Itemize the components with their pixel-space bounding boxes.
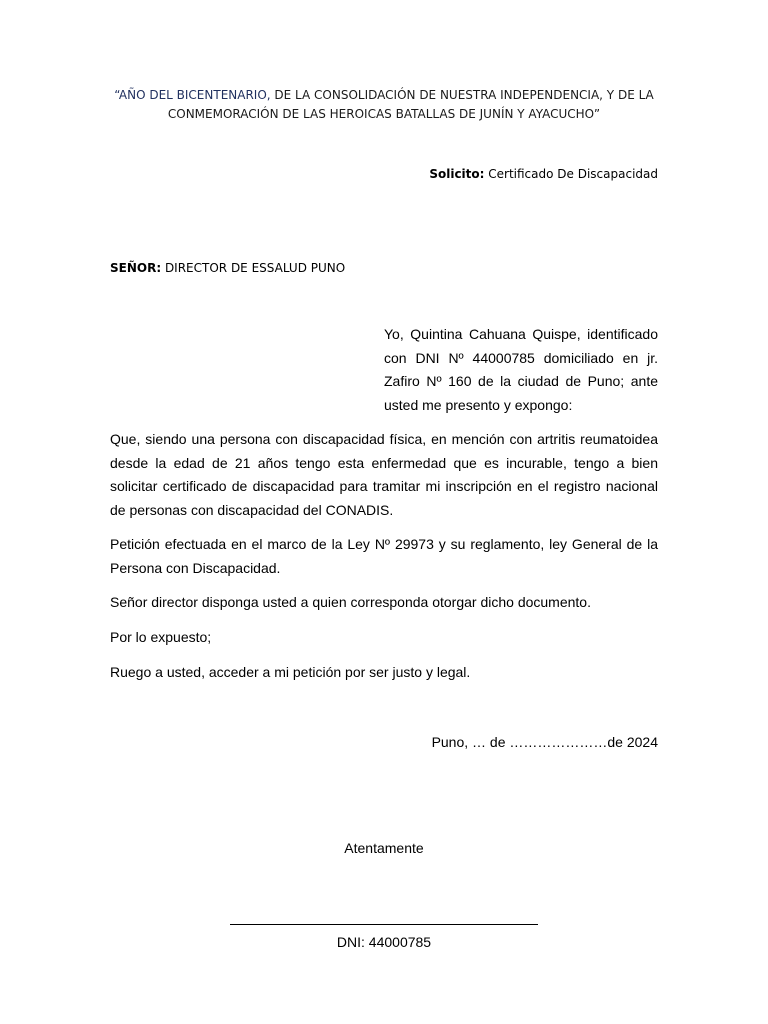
heading-accent-text: AÑO DEL BICENTENARIO,	[118, 88, 271, 102]
subject-line	[429, 166, 658, 182]
year-motto-heading	[110, 86, 658, 124]
subject-value: Certificado De Discapacidad	[484, 167, 658, 181]
body-paragraph-4: Por lo expuesto;	[110, 629, 212, 645]
signature-dni: DNI: 44000785	[336, 934, 432, 950]
heading-rest-text: DE LA CONSOLIDACIÓN DE NUESTRA INDEPENDENCIA, Y DE LA CONMEMORACIÓN DE LAS HEROICAS BATALLAS DE JUNÍN Y AYACUCHO”	[167, 88, 654, 121]
heading-quote-open: “	[114, 88, 119, 102]
body-paragraph-5: Ruego a usted, acceder a mi petición por ser justo y legal.	[110, 664, 471, 680]
addressee-value: DIRECTOR DE ESSALUD PUNO	[161, 261, 346, 275]
intro-paragraph: Yo, Quintina Cahuana Quispe, identificado con DNI Nº 44000785 domiciliado en jr. Zafiro Nº 160 de la ciudad de Puno; ante usted me presento y expongo:	[384, 326, 658, 413]
addressee-line	[110, 260, 345, 276]
addressee-label: SEÑOR:	[110, 261, 162, 275]
body-paragraph-1: Que, siendo una persona con discapacidad física, en mención con artritis reumatoidea desde la edad de 21 años tengo esta enfermedad que es incurable, tengo a bien solicitar certificado de discapacidad para tramitar mi inscripción en el registro nacional de personas con discapacidad del CONADIS.	[110, 431, 658, 518]
subject-label: Solicito:	[429, 167, 485, 181]
closing-salutation: Atentamente	[344, 840, 424, 856]
date-line: Puno, … de …………………de 2024	[431, 734, 658, 750]
signature-line	[230, 924, 538, 925]
body-paragraph-2: Petición efectuada en el marco de la Ley Nº 29973 y su reglamento, ley General de la Persona con Discapacidad.	[110, 536, 658, 576]
body-paragraph-3: Señor director disponga usted a quien corresponda otorgar dicho documento.	[110, 594, 591, 610]
